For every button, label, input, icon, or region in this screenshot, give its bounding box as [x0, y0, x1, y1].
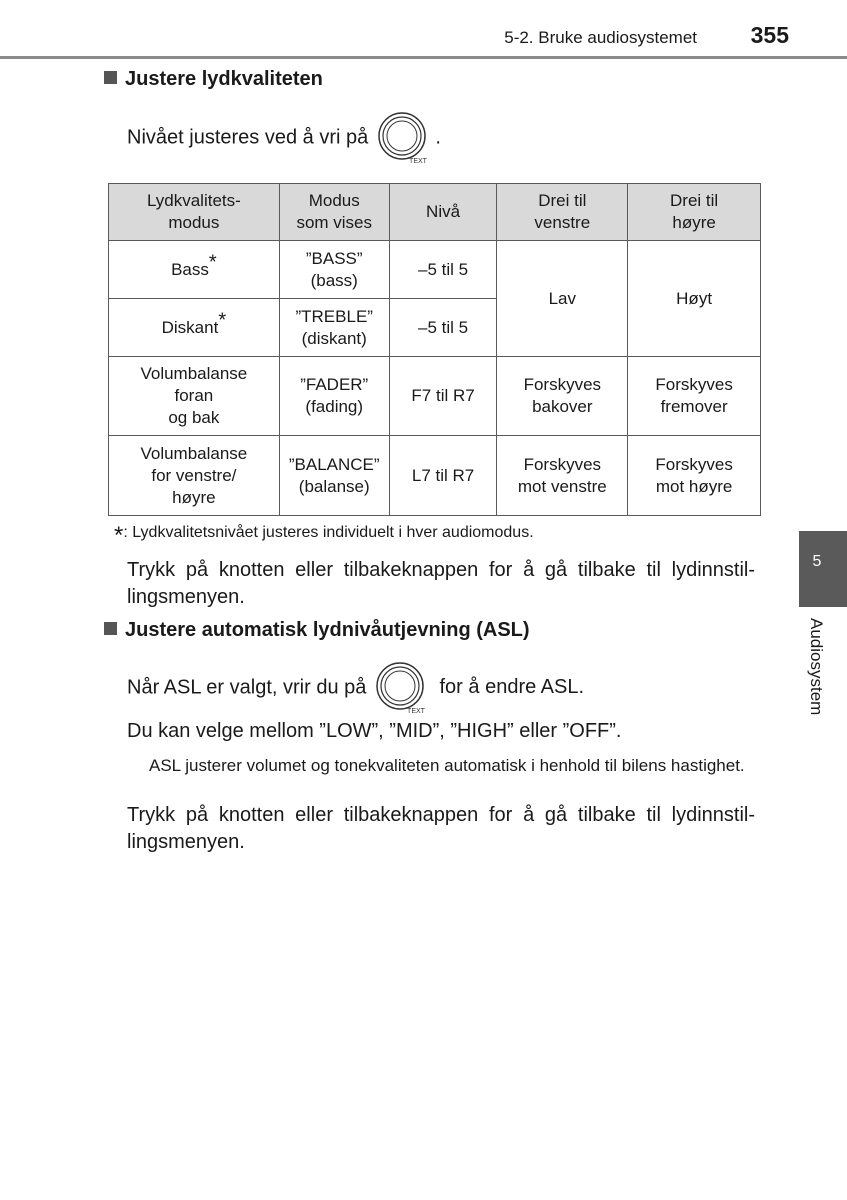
table-cell: L7 til R7	[389, 436, 497, 516]
tune-knob-icon	[372, 662, 428, 714]
svg-text:TEXT: TEXT	[408, 158, 427, 164]
table-cell: Forskyves fremover	[628, 357, 761, 436]
column-header: Drei til høyre	[628, 184, 761, 241]
table-cell: Forskyves mot venstre	[497, 436, 628, 516]
svg-text:TEXT: TEXT	[406, 708, 425, 714]
table-cell: Forskyves bakover	[497, 357, 628, 436]
section-title: 5-2. Bruke audiosystemet	[504, 28, 697, 47]
table-cell: ”FADER” (fading)	[279, 357, 389, 436]
table-cell: Høyt	[628, 241, 761, 357]
back-instruction: Trykk på knotten eller tilbakeknappen for å gå tilbake til lydinnstil-lingsmenyen.	[127, 559, 755, 608]
asl-line: Når ASL er valgt, vrir du på TEXT for å endre ASL.	[127, 662, 584, 714]
column-header: Lydkvalitets- modus	[109, 184, 280, 241]
bullet-square-icon	[104, 71, 117, 84]
chapter-number: 5	[812, 553, 822, 570]
bullet-square-icon	[104, 622, 117, 635]
column-header: Modus som vises	[279, 184, 389, 241]
header-divider	[0, 56, 847, 59]
page-number: 355	[750, 22, 789, 48]
table-row	[109, 436, 761, 516]
table-cell: Volumbalanse foran og bak	[109, 357, 280, 436]
table-header-row	[109, 184, 761, 241]
table-cell: Forskyves mot høyre	[628, 436, 761, 516]
chapter-label: Audiosystem	[807, 618, 826, 716]
table-cell: Bass*	[109, 241, 280, 299]
table-cell: Volumbalanse for venstre/ høyre	[109, 436, 280, 516]
table-cell: F7 til R7	[389, 357, 497, 436]
sound-quality-table	[108, 183, 761, 516]
column-header: Nivå	[389, 184, 497, 241]
table-cell: Lav	[497, 241, 628, 357]
table-cell: ”TREBLE” (diskant)	[279, 299, 389, 357]
table-cell: ”BASS” (bass)	[279, 241, 389, 299]
table-cell: ”BALANCE” (balanse)	[279, 436, 389, 516]
table-cell: –5 til 5	[389, 299, 497, 357]
heading-sound-quality: Justere lydkvaliteten	[104, 68, 323, 91]
table-cell: Diskant*	[109, 299, 280, 357]
chapter-tab	[799, 531, 847, 607]
table-row	[109, 357, 761, 436]
table-footnote: *: Lydkvalitetsnivået justeres individuelt i hver audiomodus.	[114, 522, 534, 549]
intro-line: Nivået justeres ved å vri på TEXT .	[127, 112, 441, 164]
heading-asl: Justere automatisk lydnivåutjevning (ASL)	[104, 619, 530, 642]
back-instruction: Trykk på knotten eller tilbakeknappen for å gå tilbake til lydinnstil-lingsmenyen.	[127, 804, 755, 853]
tune-knob-icon	[374, 112, 430, 164]
asl-options: Du kan velge mellom ”LOW”, ”MID”, ”HIGH” eller ”OFF”.	[127, 720, 622, 742]
table-cell: –5 til 5	[389, 241, 497, 299]
column-header: Drei til venstre	[497, 184, 628, 241]
asl-note: ASL justerer volumet og tonekvaliteten automatisk i henhold til bilens hastighet.	[149, 756, 745, 775]
table-row	[109, 241, 761, 299]
